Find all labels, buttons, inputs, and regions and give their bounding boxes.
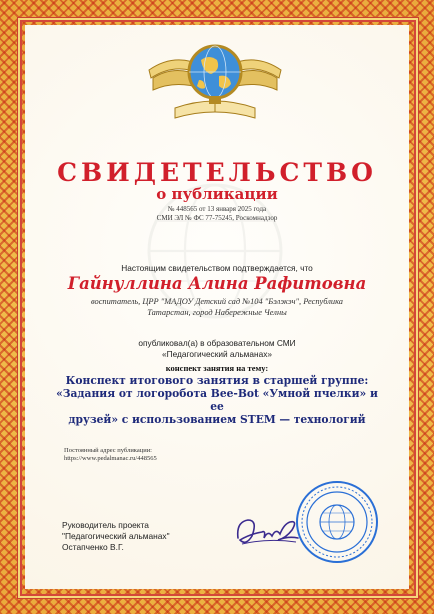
- recipient-position: [60, 296, 374, 318]
- round-seal-icon: [295, 480, 379, 564]
- address-url[interactable]: https://www.pedalmanac.ru/448565: [64, 455, 157, 462]
- position-line-1: воспитатель, ЦРР "МАДОУ Детский сад №104 "Бэлэкэч", Республика: [91, 297, 343, 306]
- signature-icon: [232, 508, 304, 552]
- certificate-number: № 448565 от 13 января 2025 года: [167, 205, 267, 213]
- leader-title: Руководитель проекта: [62, 520, 149, 530]
- work-title-line-2: «Задания от логоробота Bee-Bot «Умной пчелки» и ее: [56, 387, 378, 413]
- confirm-text: Настоящим свидетельством подтверждается, что: [121, 263, 313, 273]
- work-title: [56, 374, 378, 426]
- recipient-name: Гайнуллина Алина Рафитовна: [67, 274, 367, 293]
- work-title-line-1: Конспект итогового занятия в старшей группе:: [65, 374, 369, 387]
- certificate-subtitle: о публикации: [156, 185, 278, 203]
- leader-project: "Педагогический альманах": [62, 531, 170, 541]
- smi-registration: СМИ ЭЛ № ФС 77-75245, Роскомнадзор: [156, 214, 278, 222]
- work-title-line-3: друзей» с использованием STEM — технологий: [68, 413, 366, 426]
- leader-name: Остапченко В.Г.: [62, 542, 124, 552]
- published-line: опубликовал(а) в образовательном СМИ: [138, 338, 296, 348]
- topic-label: конспект занятия на тему:: [165, 363, 269, 373]
- globe-book-wings-emblem-icon: [145, 30, 285, 130]
- certificate-title: СВИДЕТЕЛЬСТВО: [57, 158, 377, 187]
- address-label: Постоянный адрес публикации:: [64, 447, 152, 454]
- media-name: «Педагогический альманах»: [162, 349, 272, 359]
- position-line-2: Татарстан, город Набережные Челны: [147, 308, 287, 317]
